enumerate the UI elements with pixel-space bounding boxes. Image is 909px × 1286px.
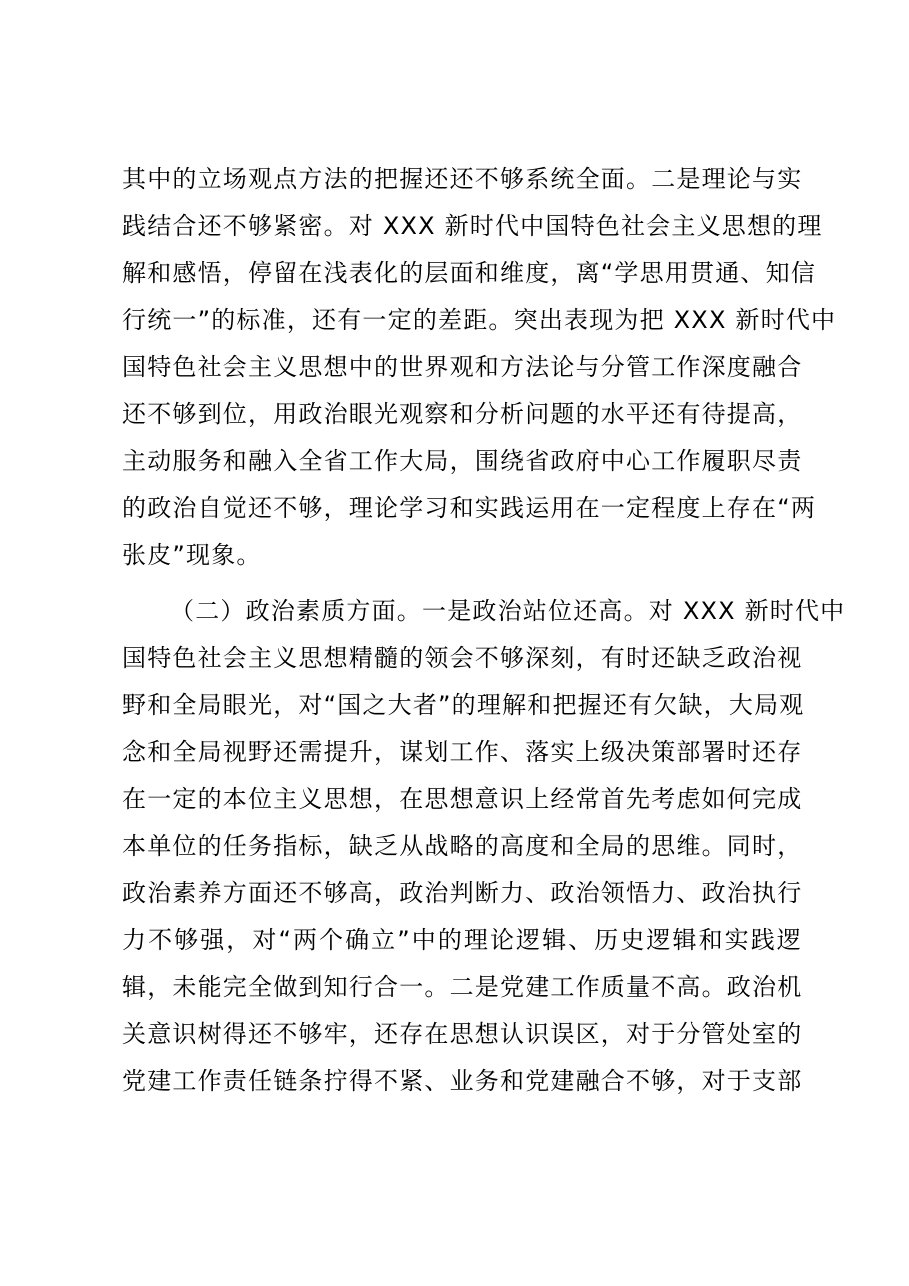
text-line: 国特色社会主义思想中的世界观和方法论与分管工作深度融合: [122, 353, 803, 381]
text-line: 还不够到位，用政治眼光观察和分析问题的水平还有待提高，: [122, 400, 803, 428]
text-line: 其中的立场观点方法的把握还还不够系统全面。二是理论与实: [122, 165, 803, 193]
text-line: 践结合还不够紧密。对 XXX 新时代中国特色社会主义思想的理: [122, 212, 823, 240]
text-line: 辑，未能完全做到知行合一。二是党建工作质量不高。政治机: [122, 973, 803, 1001]
text-line: 行统一”的标准，还有一定的差距。突出表现为把 XXX 新时代中: [122, 306, 837, 334]
text-line: 党建工作责任链条拧得不紧、业务和党建融合不够，对于支部: [122, 1067, 803, 1095]
text-line: 念和全局视野还需提升，谋划工作、落实上级决策部署时还存: [122, 738, 803, 766]
text-line: 力不够强，对“两个确立”中的理论逻辑、历史逻辑和实践逻: [122, 926, 802, 954]
text-line: 张皮”现象。: [122, 541, 262, 569]
text-line: 野和全局眼光，对“国之大者”的理解和把握还有欠缺，大局观: [122, 691, 805, 719]
text-line: 政治素养方面还不够高，政治判断力、政治领悟力、政治执行: [122, 879, 803, 907]
text-line: 解和感悟，停留在浅表化的层面和维度，离“学思用贯通、知信: [122, 259, 817, 287]
text-line: 主动服务和融入全省工作大局，围绕省政府中心工作履职尽责: [122, 447, 803, 475]
text-line: 关意识树得还不够牢，还存在思想认识误区，对于分管处室的: [122, 1020, 803, 1048]
text-line: 在一定的本位主义思想，在思想意识上经常首先考虑如何完成: [122, 785, 803, 813]
text-line: 的政治自觉还不够，理论学习和实践运用在一定程度上存在“两: [122, 494, 817, 522]
text-line: 本单位的任务指标，缺乏从战略的高度和全局的思维。同时，: [122, 832, 803, 860]
section-heading-line: （二）政治素质方面。一是政治站位还高。对 XXX 新时代中: [170, 597, 846, 625]
text-line: 国特色社会主义思想精髓的领会不够深刻，有时还缺乏政治视: [122, 644, 803, 672]
